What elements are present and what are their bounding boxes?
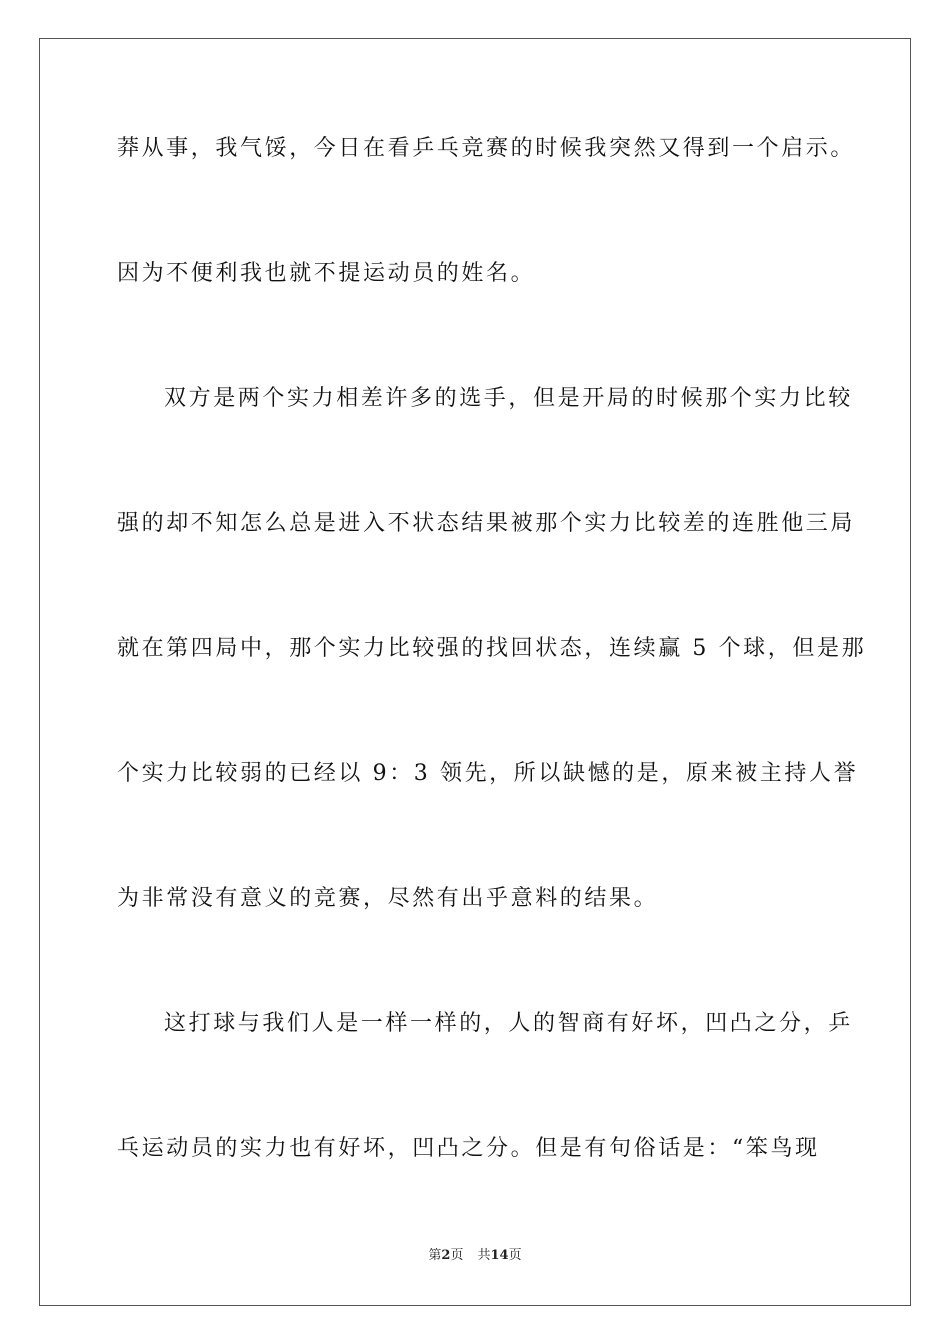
paragraph-line-5: 就在第四局中，那个实力比较强的找回状态，连续赢 5 个球，但是那 [117,636,867,661]
paragraph-line-2: 因为不便利我也就不提运动员的姓名。 [117,261,536,286]
paragraph-line-1: 莽从事，我气馁，今日在看乒乓竞赛的时候我突然又得到一个启示。 [117,136,856,161]
paragraph-line-6: 个实力比较弱的已经以 9：3 领先，所以缺憾的是，原来被主持人誉 [117,761,859,786]
paragraph-line-3: 双方是两个实力相差许多的选手，但是开局的时候那个实力比较 [164,386,853,411]
footer-total-pages: 14 [490,1248,509,1263]
footer-page-suffix: 页 [450,1248,464,1263]
paragraph-line-8: 这打球与我们人是一样一样的，人的智商有好坏，凹凸之分，乒 [164,1011,853,1036]
footer-total-suffix: 页 [508,1248,522,1263]
paragraph-line-7: 为非常没有意义的竞赛，尽然有出乎意料的结果。 [117,886,659,911]
paragraph-line-4: 强的却不知怎么总是进入不状态结果被那个实力比较差的连胜他三局 [117,511,856,536]
paragraph-line-9: 乓运动员的实力也有好坏，凹凸之分。但是有句俗话是：“笨鸟现 [117,1136,820,1161]
page-footer [0,1247,950,1265]
page-frame [39,38,911,1306]
footer-page-prefix: 第 [428,1248,442,1263]
footer-total-prefix: 共 [477,1248,491,1263]
footer-page-number: 2 [441,1248,451,1263]
